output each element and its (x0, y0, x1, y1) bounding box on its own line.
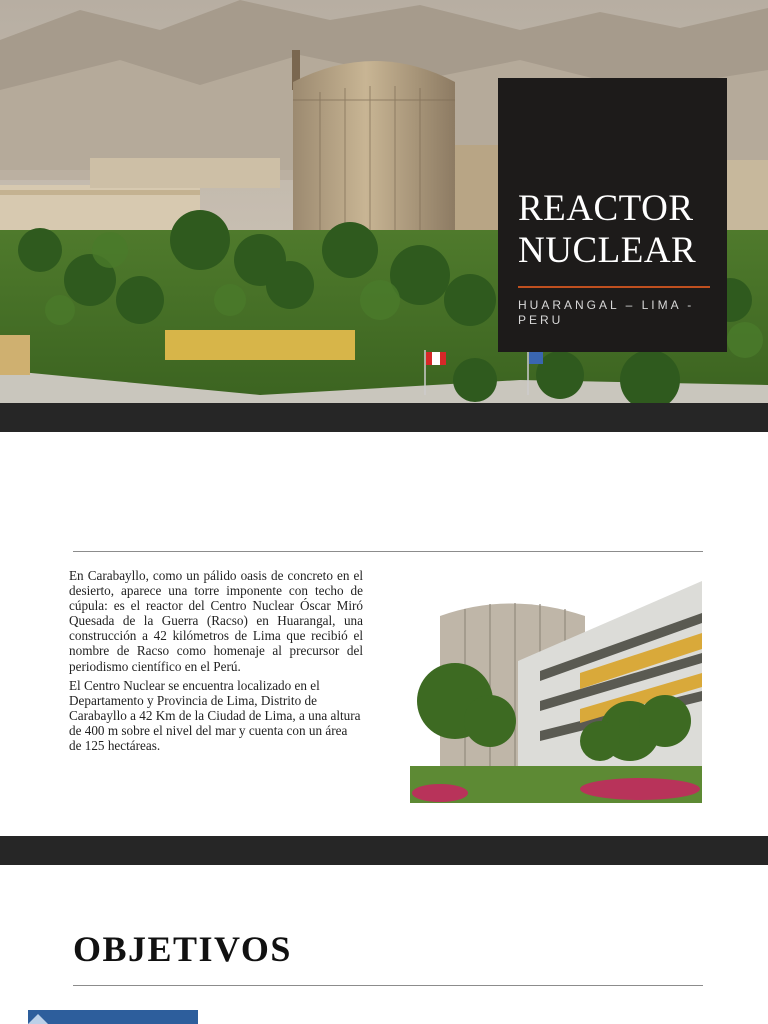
hero-banner (0, 0, 768, 432)
title-line-2: NUCLEAR (518, 230, 697, 271)
hero-bottom-band (0, 403, 768, 432)
intro-paragraph-2: El Centro Nuclear se encuentra localizado en el Departamento y Provincia de Lima, Distrito de Carabayllo a 42 Km de la Ciudad de Lima, a una altura de 400 m sobre el nivel del mar y cuenta con un área de 125 hectáreas. (69, 677, 361, 754)
title-accent-rule (518, 286, 710, 288)
page-title (518, 188, 709, 272)
intro-paragraph-1: En Carabayllo, como un pálido oasis de concreto en el desierto, aparece una torre imponente con techo de cúpula: es el reactor del Centro Nuclear Óscar Miró Quesada de la Guerra (Racso) en Huarangal, una construcción a 42 kilómetros de Lima que recibió el nombre de Racso como homenaje al precursor del periodismo científico en el Perú. (69, 568, 363, 674)
objetivos-divider (73, 985, 703, 986)
objetivos-heading: OBJETIVOS (73, 929, 292, 969)
intro-text (69, 568, 363, 757)
objetivos-image (28, 1010, 198, 1024)
section-divider (73, 551, 703, 552)
location-subtitle: HUARANGAL – LIMA - PERU (518, 298, 695, 327)
title-line-1: REACTOR (518, 188, 694, 229)
reactor-building-photo (410, 571, 702, 803)
title-box (498, 78, 727, 352)
mid-section-band (0, 836, 768, 865)
